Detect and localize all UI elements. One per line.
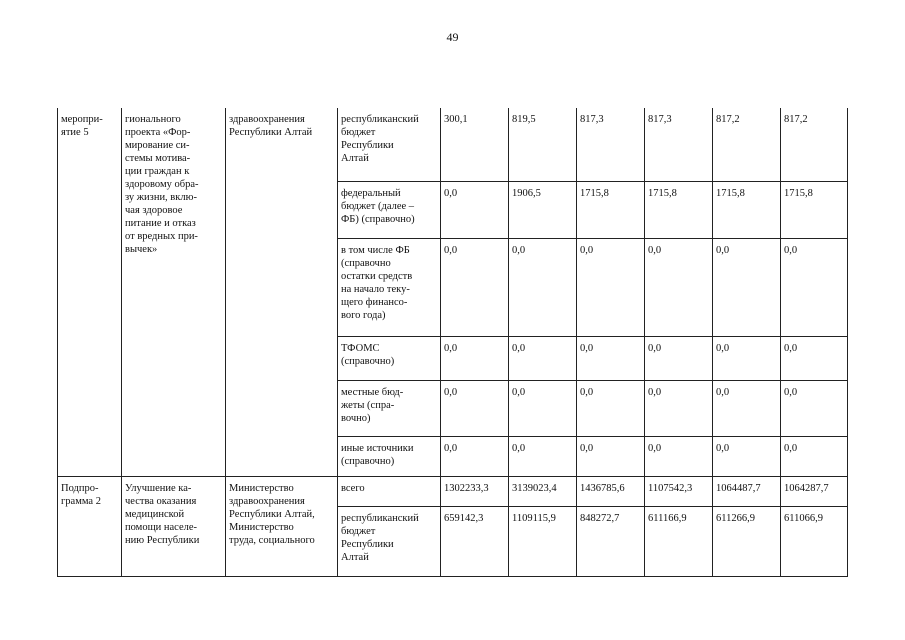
value-cell: 1107542,3: [645, 476, 713, 506]
value-cell: 0,0: [441, 181, 509, 238]
funding-source-cell: ТФОМС (справочно): [338, 336, 441, 380]
value-cell: 1109115,9: [509, 506, 577, 576]
value-cell: 0,0: [713, 380, 781, 436]
value-cell: 1715,8: [713, 181, 781, 238]
value-cell: 0,0: [645, 238, 713, 336]
funding-source-cell: в том числе ФБ (справочно остатки средств на начало теку- щего финансо- вого года): [338, 238, 441, 336]
value-cell: 659142,3: [441, 506, 509, 576]
funding-source-cell: иные источники (справочно): [338, 436, 441, 476]
value-cell: 817,2: [713, 108, 781, 181]
value-cell: 3139023,4: [509, 476, 577, 506]
value-cell: 0,0: [509, 436, 577, 476]
value-cell: 1064287,7: [781, 476, 848, 506]
value-cell: 0,0: [645, 436, 713, 476]
value-cell: 0,0: [781, 238, 848, 336]
value-cell: 0,0: [577, 380, 645, 436]
value-cell: 0,0: [781, 380, 848, 436]
table-row: [58, 108, 848, 181]
value-cell: 611166,9: [645, 506, 713, 576]
value-cell: 0,0: [645, 336, 713, 380]
value-cell: 0,0: [441, 336, 509, 380]
funding-source-cell: местные бюд- жеты (спра- вочно): [338, 380, 441, 436]
value-cell: 1715,8: [645, 181, 713, 238]
value-cell: 0,0: [713, 336, 781, 380]
value-cell: 0,0: [441, 436, 509, 476]
value-cell: 0,0: [713, 436, 781, 476]
funding-source-cell: республиканский бюджет Республики Алтай: [338, 108, 441, 181]
value-cell: 1906,5: [509, 181, 577, 238]
value-cell: 0,0: [713, 238, 781, 336]
value-cell: 611266,9: [713, 506, 781, 576]
value-cell: 0,0: [577, 336, 645, 380]
funding-source-cell: всего: [338, 476, 441, 506]
program-title-cell: гионального проекта «Фор- мирование си- стемы мотива- ции граждан к здоровому обра- зу жизни, вклю- чая здоровое питание и отказ от вредных при- вычек»: [122, 108, 226, 476]
value-cell: 300,1: [441, 108, 509, 181]
executor-cell: здравоохранения Республики Алтай: [226, 108, 338, 476]
table-row: [58, 476, 848, 506]
value-cell: 0,0: [509, 238, 577, 336]
value-cell: 0,0: [781, 336, 848, 380]
value-cell: 848272,7: [577, 506, 645, 576]
value-cell: 1064487,7: [713, 476, 781, 506]
value-cell: 0,0: [645, 380, 713, 436]
value-cell: 611066,9: [781, 506, 848, 576]
value-cell: 817,2: [781, 108, 848, 181]
value-cell: 817,3: [645, 108, 713, 181]
value-cell: 0,0: [509, 336, 577, 380]
program-name-cell: меропри- ятие 5: [58, 108, 122, 476]
program-name-cell: Подпро- грамма 2: [58, 476, 122, 576]
executor-cell: Министерство здравоохранения Республики Алтай, Министерство труда, социального: [226, 476, 338, 576]
value-cell: 819,5: [509, 108, 577, 181]
budget-table: [57, 108, 848, 577]
program-title-cell: Улучшение ка- чества оказания медицинской помощи населе- нию Республики: [122, 476, 226, 576]
page-number: 49: [446, 30, 459, 44]
value-cell: 0,0: [577, 238, 645, 336]
value-cell: 0,0: [509, 380, 577, 436]
value-cell: 1715,8: [781, 181, 848, 238]
value-cell: 0,0: [441, 238, 509, 336]
value-cell: 0,0: [441, 380, 509, 436]
value-cell: 817,3: [577, 108, 645, 181]
value-cell: 1436785,6: [577, 476, 645, 506]
value-cell: 1715,8: [577, 181, 645, 238]
value-cell: 1302233,3: [441, 476, 509, 506]
funding-source-cell: республиканский бюджет Республики Алтай: [338, 506, 441, 576]
value-cell: 0,0: [781, 436, 848, 476]
value-cell: 0,0: [577, 436, 645, 476]
funding-source-cell: федеральный бюджет (далее – ФБ) (справочно): [338, 181, 441, 238]
